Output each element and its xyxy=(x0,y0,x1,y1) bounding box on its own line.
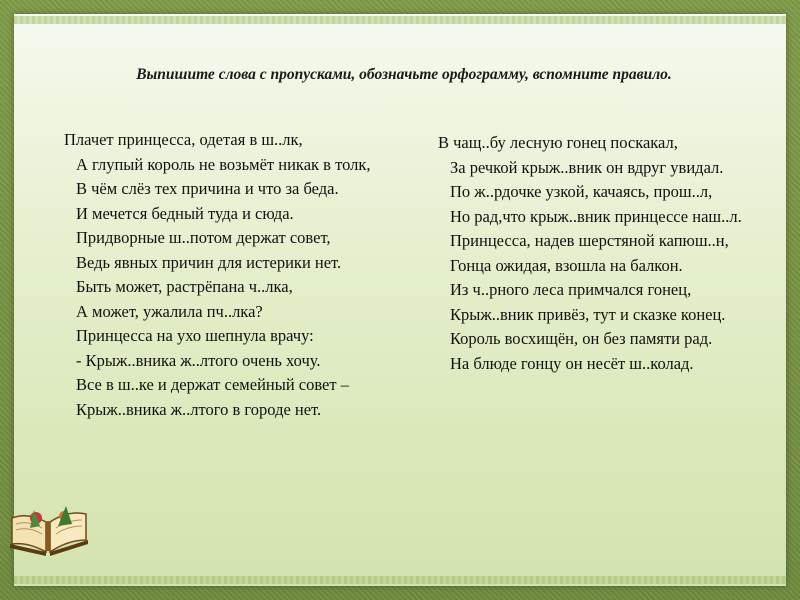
poem-line: На блюде гонцу он несёт ш..колад. xyxy=(450,353,694,373)
poem-line: В чём слёз тех причина и что за беда. xyxy=(76,179,339,198)
poem-line: А глупый король не возьмёт никак в толк, xyxy=(76,154,371,174)
poem-right-column xyxy=(438,131,768,376)
slide-title: Выпишите слова с пропусками, обозначьте орфограмму, вспомните правило. xyxy=(136,66,672,83)
poem-line: И мечется бедный туда и сюда. xyxy=(76,203,294,223)
bottom-border-ornament xyxy=(14,576,786,584)
open-book-icon xyxy=(6,498,92,558)
poem-line: В чащ..бу лесную гонец поскакал, xyxy=(438,133,678,152)
poem-line: Принцесса на ухо шепнула врачу: xyxy=(76,326,314,345)
poem-line: По ж..рдочке узкой, качаясь, прош..л, xyxy=(450,182,713,201)
poem-line: Король восхищён, он без памяти рад. xyxy=(450,329,713,348)
poem-line: - Крыж..вника ж..лтого очень хочу. xyxy=(76,350,321,370)
poem-line: Плачет принцесса, одетая в ш..лк, xyxy=(64,130,303,149)
poem-line: Быть может, растрёпана ч..лка, xyxy=(76,277,293,296)
poem-line: Гонца ожидая, взошла на балкон. xyxy=(450,255,683,275)
poem-line: Из ч..рного леса примчался гонец, xyxy=(450,280,692,299)
poem-line: Крыж..вника ж..лтого в городе нет. xyxy=(76,399,322,419)
slide xyxy=(14,14,786,586)
poem-line: Придворные ш..потом держат совет, xyxy=(76,228,331,247)
poem-line: Крыж..вник привёз, тут и сказке конец. xyxy=(450,304,726,324)
poem-line: Ведь явных причин для истерики нет. xyxy=(76,252,342,272)
poem-line: Принцесса, надев шерстяной капюш..н, xyxy=(450,231,729,250)
poem-left-column xyxy=(64,128,394,422)
poem-line: А может, ужалила пч..лка? xyxy=(76,301,263,321)
poem-line: Но рад,что крыж..вник принцессе наш..л. xyxy=(450,206,742,226)
poem-line: За речкой крыж..вник он вдруг увидал. xyxy=(450,157,724,177)
poem-line: Все в ш..ке и держат семейный совет – xyxy=(76,375,349,394)
top-border-ornament xyxy=(14,16,786,24)
